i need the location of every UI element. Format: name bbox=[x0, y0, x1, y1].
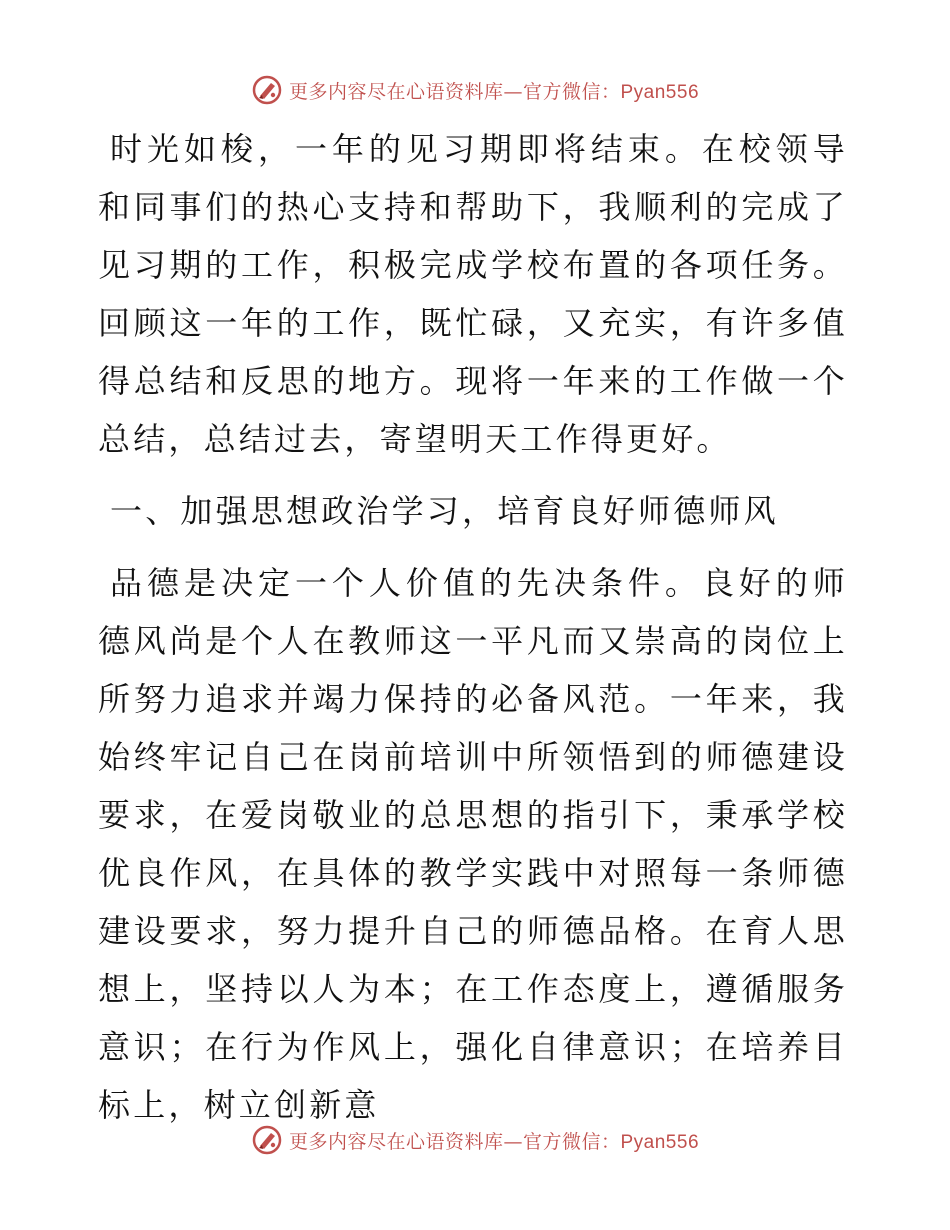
red-stamp-logo-icon bbox=[251, 74, 283, 106]
footer-watermark bbox=[0, 1120, 950, 1160]
watermark-text: 更多内容尽在心语资料库—官方微信：Pyan556 bbox=[288, 80, 700, 103]
intro-paragraph: 时光如梭，一年的见习期即将结束。在校领导和同事们的热心支持和帮助下，我顺利的完成了见习期的工作，积极完成学校布置的各项任务。回顾这一年的工作，既忙碌，又充实，有许多值得总结和反思的地方。现将一年来的工作做一个总结，总结过去，寄望明天工作得更好。 bbox=[98, 130, 848, 458]
document-body bbox=[98, 120, 848, 1134]
header-watermark bbox=[0, 70, 950, 110]
section-paragraph: 品德是决定一个人价值的先决条件。良好的师德风尚是个人在教师这一平凡而又崇高的岗位上所努力追求并竭力保持的必备风范。一年来，我始终牢记自己在岗前培训中所领悟到的师德建设要求，在爱岗敬业的总思想的指引下，秉承学校优良作风，在具体的教学实践中对照每一条师德建设要求，努力提升自己的师德品格。在育人思想上，坚持以人为本；在工作态度上，遵循服务意识；在行为作风上，强化自律意识；在培养目标上，树立创新意 bbox=[98, 564, 848, 1124]
section-heading: 一、加强思想政治学习，培育良好师德师风 bbox=[110, 492, 779, 530]
red-stamp-logo-icon bbox=[251, 1124, 283, 1156]
watermark-text: 更多内容尽在心语资料库—官方微信：Pyan556 bbox=[288, 1130, 700, 1153]
